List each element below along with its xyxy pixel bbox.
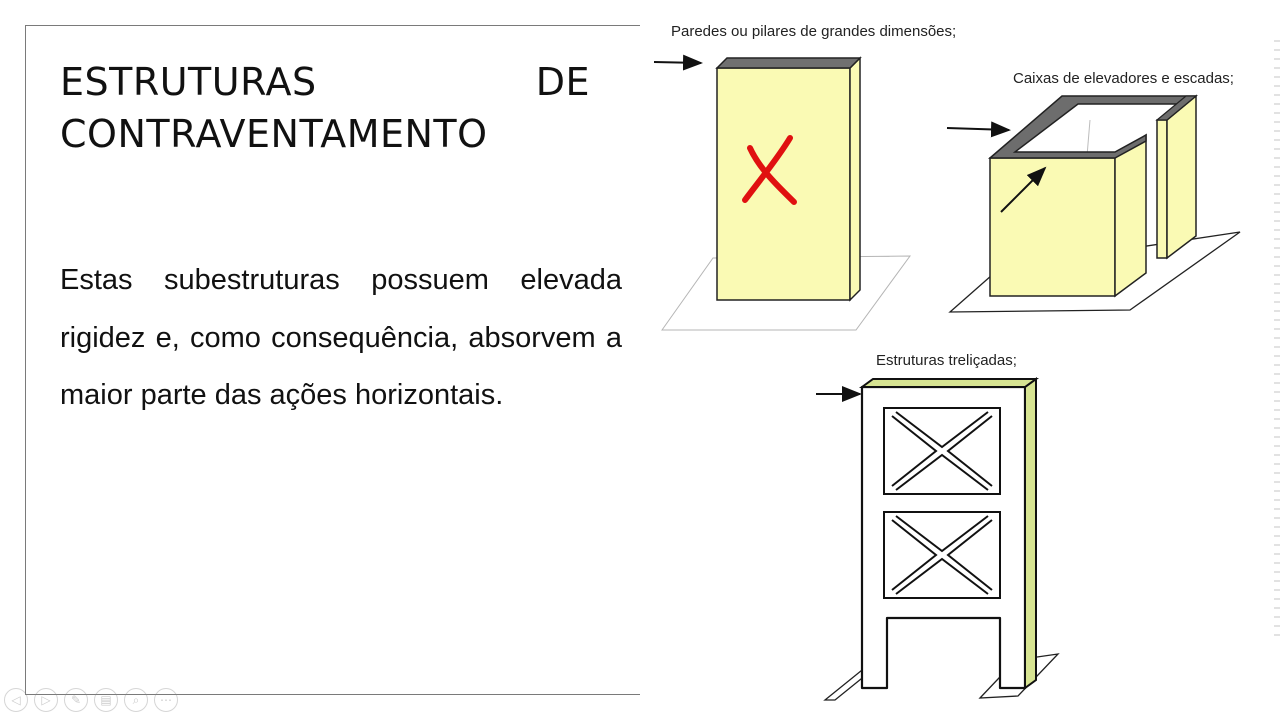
slides-icon[interactable]: ▤	[94, 688, 118, 712]
previous-icon[interactable]: ◁	[4, 688, 28, 712]
truss-figure	[816, 379, 1058, 700]
window-edge-strip	[1274, 40, 1280, 640]
label-cores: Caixas de elevadores e escadas;	[1013, 70, 1234, 87]
next-icon[interactable]: ▷	[34, 688, 58, 712]
pen-icon[interactable]: ✎	[64, 688, 88, 712]
core-figure	[947, 96, 1240, 312]
more-icon[interactable]: ⋯	[154, 688, 178, 712]
label-truss: Estruturas treliçadas;	[876, 352, 1017, 369]
slide-title: ESTRUTURAS DE CONTRAVENTAMENTO	[60, 60, 590, 156]
slide-panel	[25, 25, 640, 695]
label-walls: Paredes ou pilares de grandes dimensões;	[671, 23, 957, 40]
bracing-structures-illustration	[640, 0, 1280, 720]
slide-body-text: Estas subestruturas possuem elevada rigidez e, como consequência, absorvem a maior parte das ações horizontais.	[60, 264, 622, 411]
wall-figure	[654, 58, 910, 330]
slideshow-controls	[4, 688, 178, 716]
zoom-icon[interactable]: ⌕	[124, 688, 148, 712]
